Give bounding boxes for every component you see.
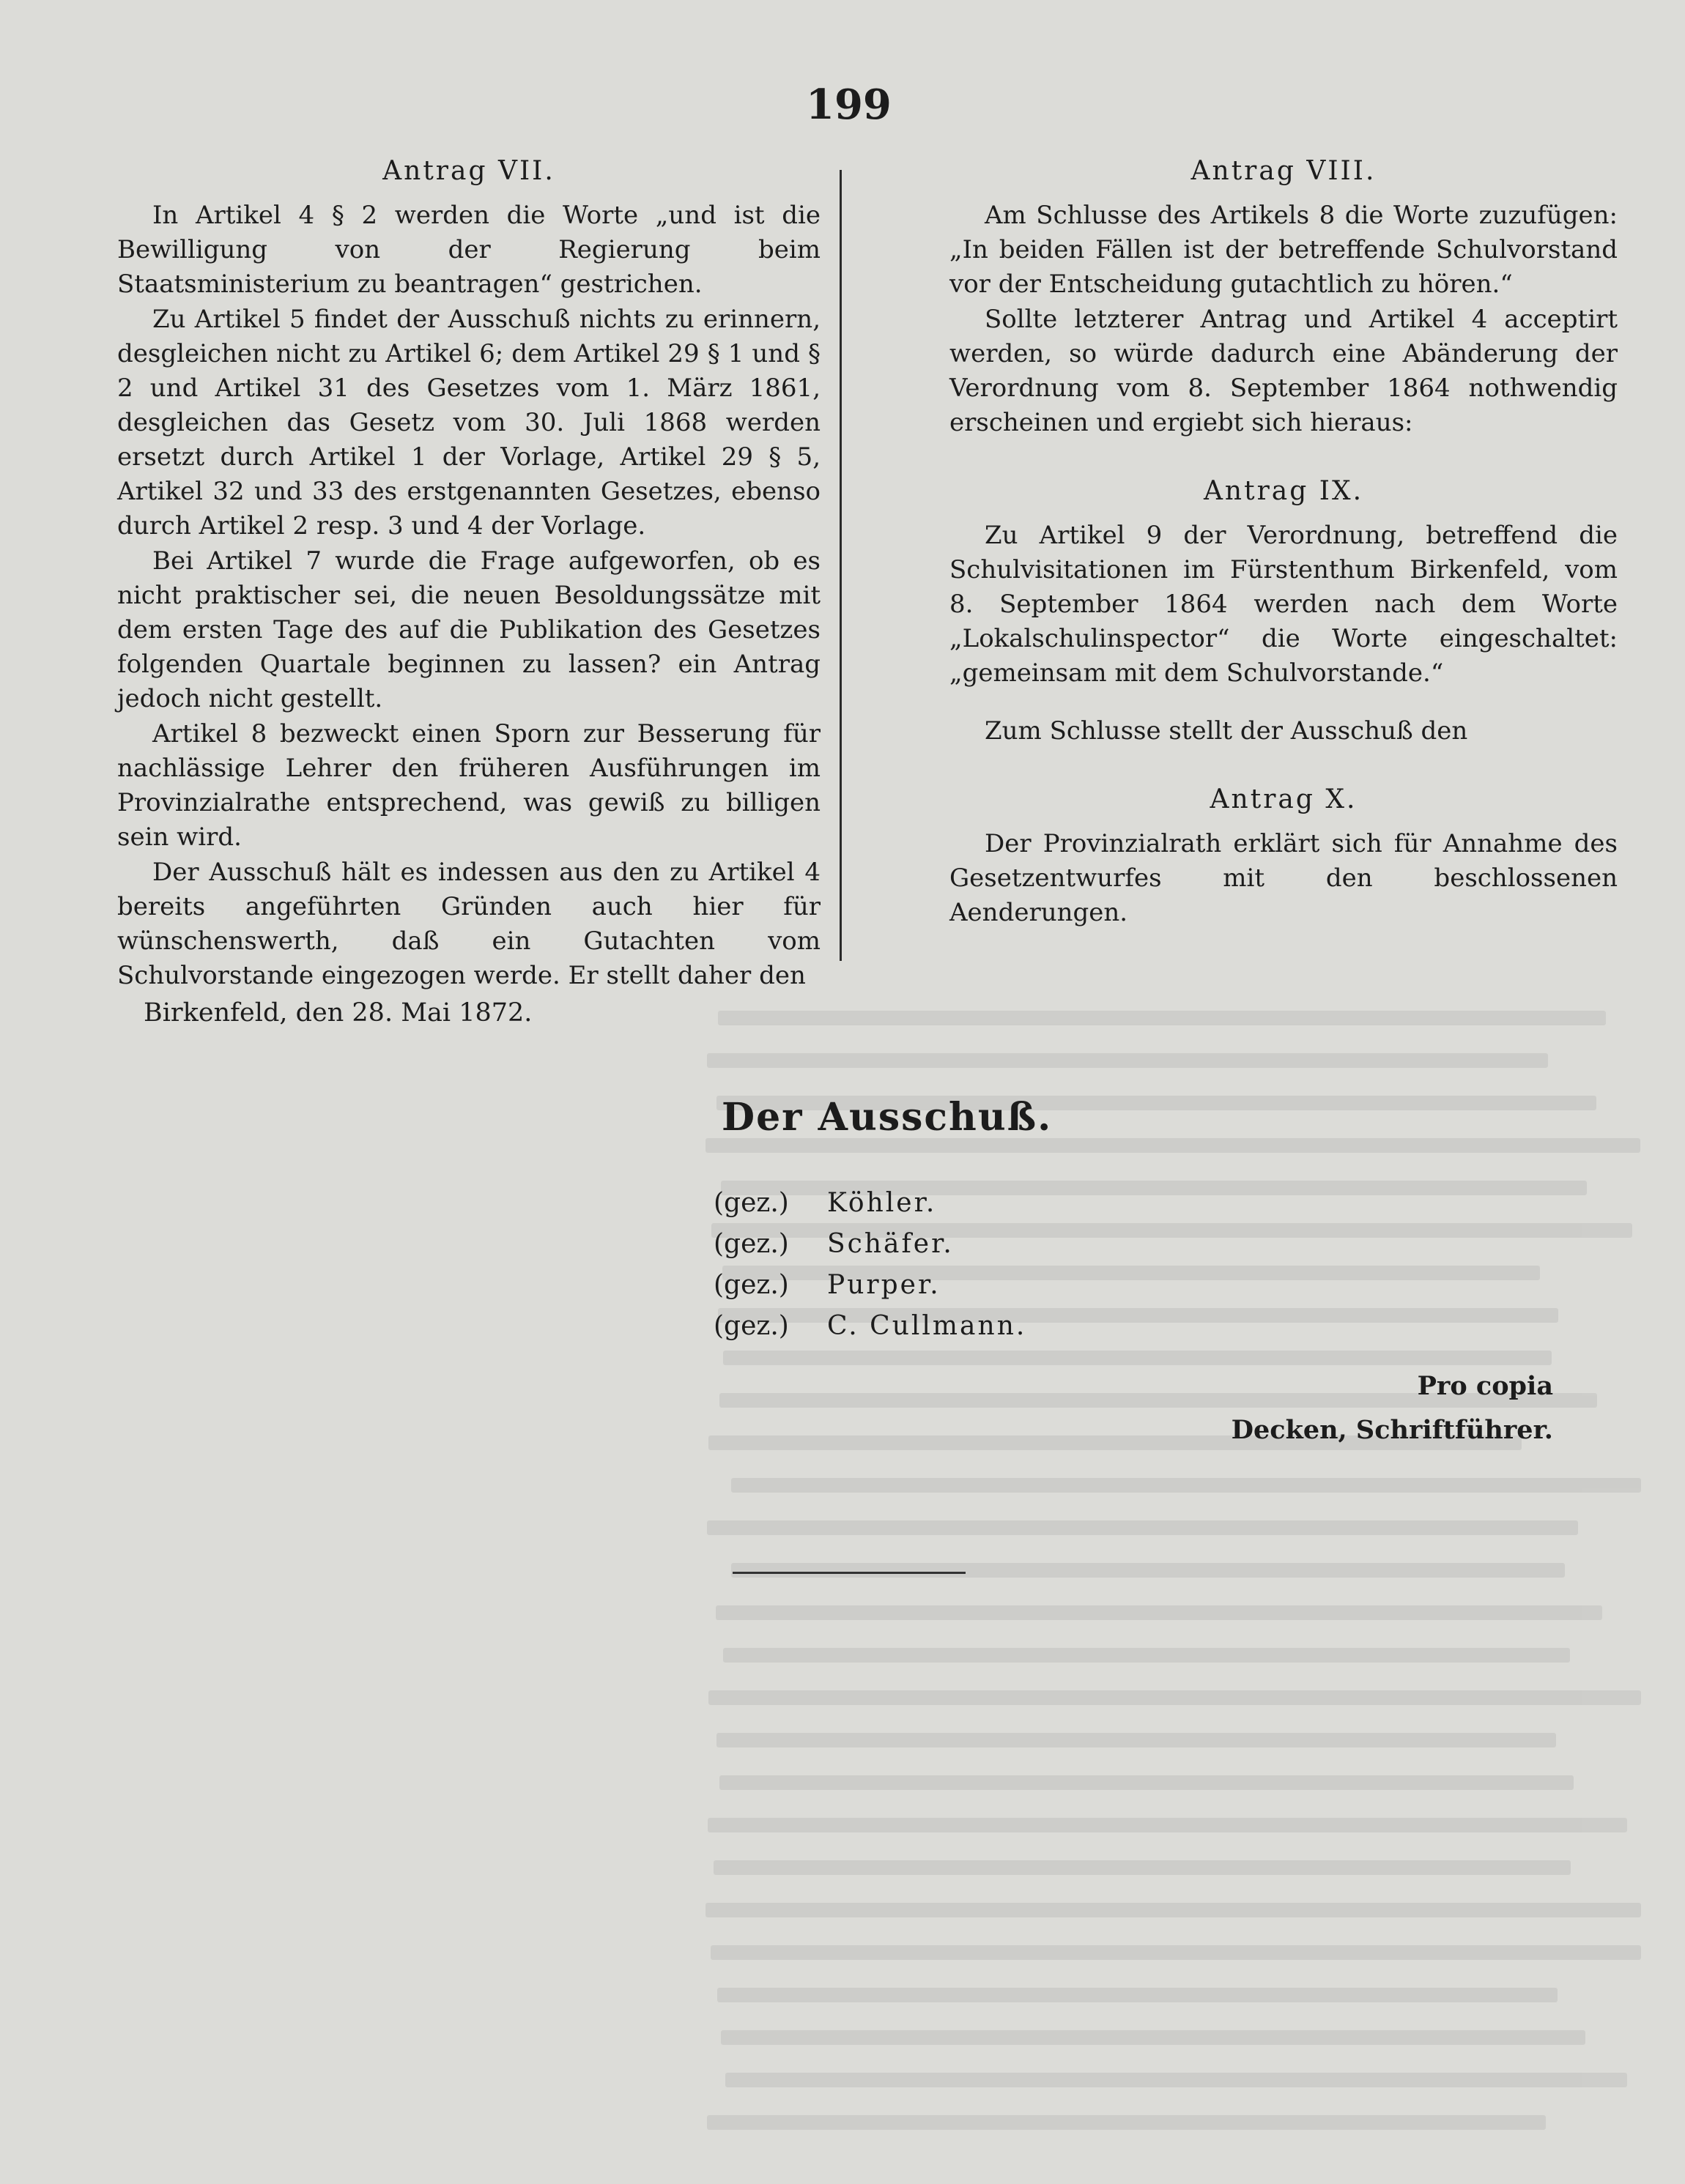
bleed-line <box>707 1053 1549 1068</box>
gez-label: (gez.) <box>714 1188 789 1218</box>
paragraph: Zu Artikel 5 findet der Ausschuß nichts zu erinnern, desgleichen nicht zu Artikel 6; dem Artikel 29 § 1 und § 2 und Artikel 31 des Gesetzes vom 1. März 1861, desgleichen das Gesetz vom 30. Juli 1868 werden ersetzt durch Artikel 1 der Vorlage, Artikel 29 § 5, Artikel 32 und 33 des erstgenannten Gesetzes, ebenso durch Artikel 2 resp. 3 und 4 der Vorlage. <box>117 305 821 541</box>
signatory-name: Purper. <box>827 1270 941 1300</box>
bleed-line <box>731 1563 1565 1578</box>
page-number: 199 <box>806 81 892 129</box>
bleed-line <box>707 2115 1546 2130</box>
signatory-name: C. Cullmann. <box>827 1311 1027 1341</box>
bleed-line <box>719 1775 1574 1790</box>
paragraph: Der Ausschuß hält es indessen aus den zu Artikel 4 bereits angeführten Gründen auch hier für wünschenswerth, daß ein Gutachten vom Schulvorstande eingezogen werde. Er stellt daher den <box>117 858 821 990</box>
committee-title: Der Ausschuß. <box>722 1095 1053 1140</box>
bleed-line <box>723 1351 1552 1365</box>
bleed-line <box>706 1138 1640 1153</box>
bleed-line <box>731 1478 1641 1493</box>
antrag-vii-title: Antrag VII. <box>382 156 555 186</box>
antrag-viii-title: Antrag VIII. <box>1190 156 1377 186</box>
closing-rule <box>733 1572 966 1574</box>
bleed-line <box>706 1903 1641 1917</box>
paragraph: In Artikel 4 § 2 werden die Worte „und ist die Bewilligung von der Regierung beim Staatsministerium zu beantragen“ gestrichen. <box>117 201 821 299</box>
date-line: Birkenfeld, den 28. Mai 1872. <box>144 998 533 1028</box>
bleed-line <box>721 2030 1585 2045</box>
signature-line <box>714 1306 1026 1347</box>
signatory-name: Schäfer. <box>827 1229 954 1259</box>
bleed-line <box>714 1860 1571 1875</box>
signature-line <box>714 1183 1026 1224</box>
gez-label: (gez.) <box>714 1270 789 1300</box>
paragraph: Am Schlusse des Artikels 8 die Worte zuzufügen: „In beiden Fällen ist der betreffende Schulvorstand vor der Entscheidung gutachtlich zu hören.“ <box>949 201 1618 299</box>
left-column <box>117 154 821 994</box>
bleed-line <box>725 2073 1627 2087</box>
secretary-signature: Decken, Schriftführer. <box>1231 1415 1553 1445</box>
signature-line <box>714 1224 1026 1265</box>
bleed-line <box>723 1648 1570 1663</box>
right-column <box>949 154 1618 931</box>
signature-list <box>714 1183 1026 1347</box>
paragraph: Der Provinzialrath erklärt sich für Annahme des Gesetzentwurfes mit den beschlossenen Aenderungen. <box>949 829 1618 927</box>
paragraph: Zum Schlusse stellt der Ausschuß den <box>985 716 1468 746</box>
paragraph: Bei Artikel 7 wurde die Frage aufgeworfen, ob es nicht praktischer sei, die neuen Besoldungssätze mit dem ersten Tage des auf die Publikation des Gesetzes folgenden Quartale beginnen zu lassen? ein Antrag jedoch nicht gestellt. <box>117 546 821 713</box>
bleed-line <box>718 1011 1606 1025</box>
bleed-line <box>707 1520 1578 1535</box>
bleed-line <box>716 1605 1602 1620</box>
gez-label: (gez.) <box>714 1229 789 1259</box>
paragraph: Sollte letzterer Antrag und Artikel 4 acceptirt werden, so würde dadurch eine Abänderung der Verordnung vom 8. September 1864 nothwendig erscheinen und ergiebt sich hieraus: <box>949 305 1618 437</box>
antrag-x-title: Antrag X. <box>1210 784 1358 814</box>
pro-copia: Pro copia <box>1417 1371 1553 1401</box>
bleed-line <box>708 1818 1627 1832</box>
column-divider <box>840 170 842 961</box>
paragraph: Artikel 8 bezweckt einen Sporn zur Besserung für nachlässige Lehrer den früheren Ausführungen im Provinzialrathe entsprechend, was gewiß zu billigen sein wird. <box>117 719 821 852</box>
signatory-name: Köhler. <box>827 1188 937 1218</box>
bleed-line <box>716 1733 1557 1747</box>
bleed-line <box>708 1690 1641 1705</box>
gez-label: (gez.) <box>714 1311 789 1341</box>
signature-line <box>714 1265 1026 1306</box>
paragraph: Zu Artikel 9 der Verordnung, betreffend die Schulvisitationen im Fürstenthum Birkenfeld, vom 8. September 1864 werden nach dem Worte „Lokalschulinspector“ die Worte eingeschaltet: „gemeinsam mit dem Schulvorstande.“ <box>949 521 1618 688</box>
antrag-ix-title: Antrag IX. <box>1203 476 1364 506</box>
bleed-line <box>711 1945 1641 1960</box>
bleed-line <box>717 1988 1558 2002</box>
